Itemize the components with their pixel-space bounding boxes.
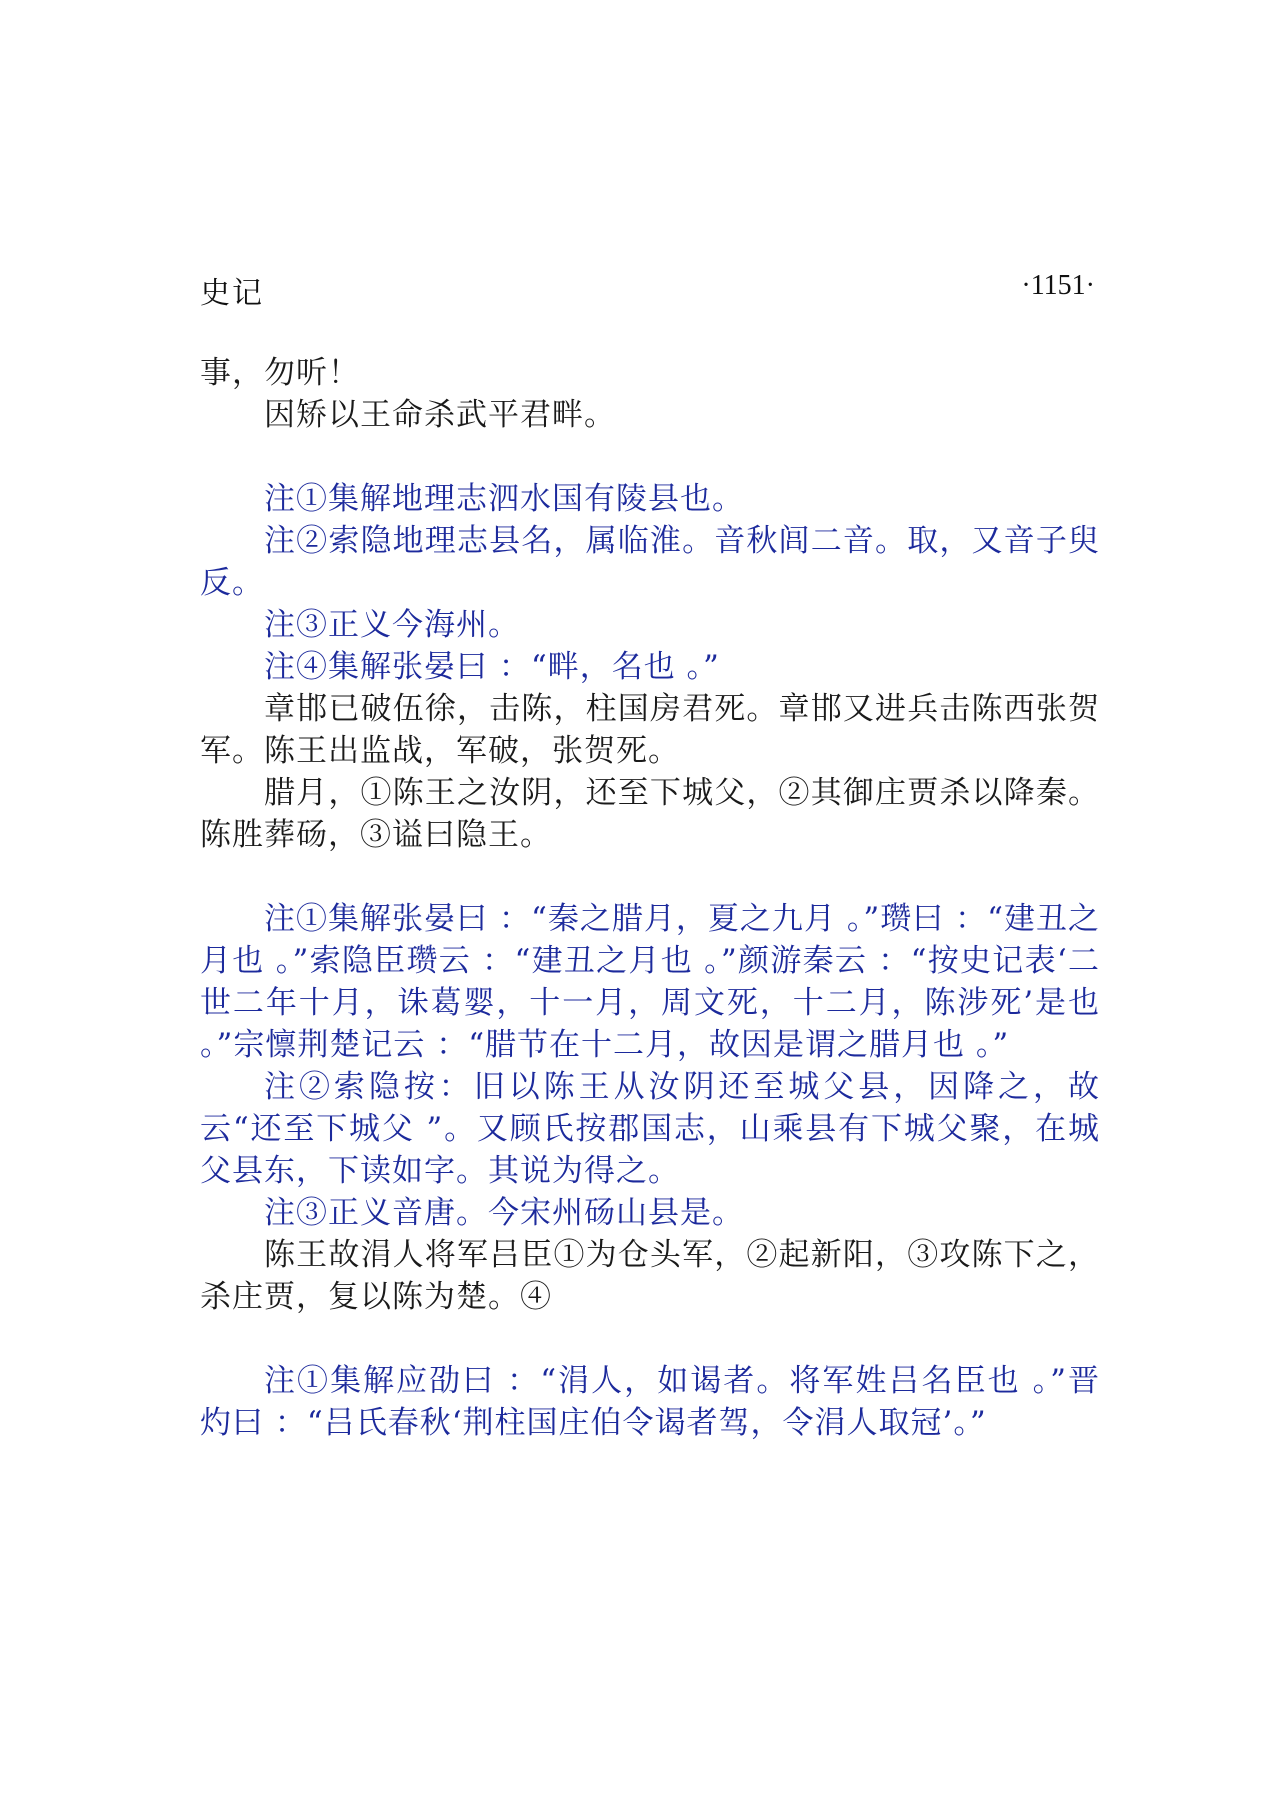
annotation-paragraph: 注②索隐按：旧以陈王从汝阴还至城父县，因降之，故云“还至下城父 ”。又顾氏按郡国志，山乘县有下城父聚，在城父县东，下读如字。其说为得之。: [200, 1069, 1100, 1189]
book-title: 史记: [200, 276, 264, 311]
text-paragraph: 事，勿听！: [200, 355, 360, 391]
annotation-paragraph: 注②索隐地理志县名，属临淮。音秋闾二音。取，又音子臾反。: [200, 523, 1100, 601]
text-paragraph: 因矫以王命杀武平君畔。: [264, 397, 616, 433]
paragraph-gap: [200, 436, 1100, 478]
body-text: [200, 352, 1100, 1444]
annotation-paragraph: 注③正义音唐。今宋州砀山县是。: [264, 1195, 744, 1231]
annotation-paragraph: 注①集解张晏曰 ：“秦之腊月，夏之九月 。”瓒曰 ：“建丑之月也 。”索隐臣瓒云 ：“建丑之月也 。”颜游秦云 ：“按史记表‘二世二年十月，诛葛婴，十一月，周文死，十二月，陈涉死’是也 。”宗懔荆楚记云 ：“腊节在十二月，故因是谓之腊月也 。”: [200, 901, 1100, 1063]
annotation-paragraph: 注④集解张晏曰 ：“畔，名也 。”: [264, 649, 720, 685]
text-paragraph: 陈王故涓人将军吕臣①为仓头军，②起新阳，③攻陈下之，杀庄贾，复以陈为楚。④: [200, 1237, 1100, 1315]
annotation-paragraph: 注①集解地理志泗水国有陵县也。: [264, 481, 744, 517]
annotation-paragraph: 注①集解应劭曰 ：“涓人，如谒者。将军姓吕名臣也 。”晋灼曰 ：“吕氏春秋‘荆柱国庄伯令谒者驾，令涓人取冠’。”: [200, 1363, 1100, 1441]
paragraph-gap: [200, 856, 1100, 898]
page-number: ·1151·: [1021, 270, 1095, 301]
text-paragraph: 腊月，①陈王之汝阴，还至下城父，②其御庄贾杀以降秦。陈胜葬砀，③谥曰隐王。: [200, 775, 1100, 853]
running-header: [200, 268, 1095, 312]
paragraph-gap: [200, 1318, 1100, 1360]
annotation-paragraph: 注③正义今海州。: [264, 607, 520, 643]
text-paragraph: 章邯已破伍徐，击陈，柱国房君死。章邯又进兵击陈西张贺军。陈王出监战，军破，张贺死。: [200, 691, 1100, 769]
